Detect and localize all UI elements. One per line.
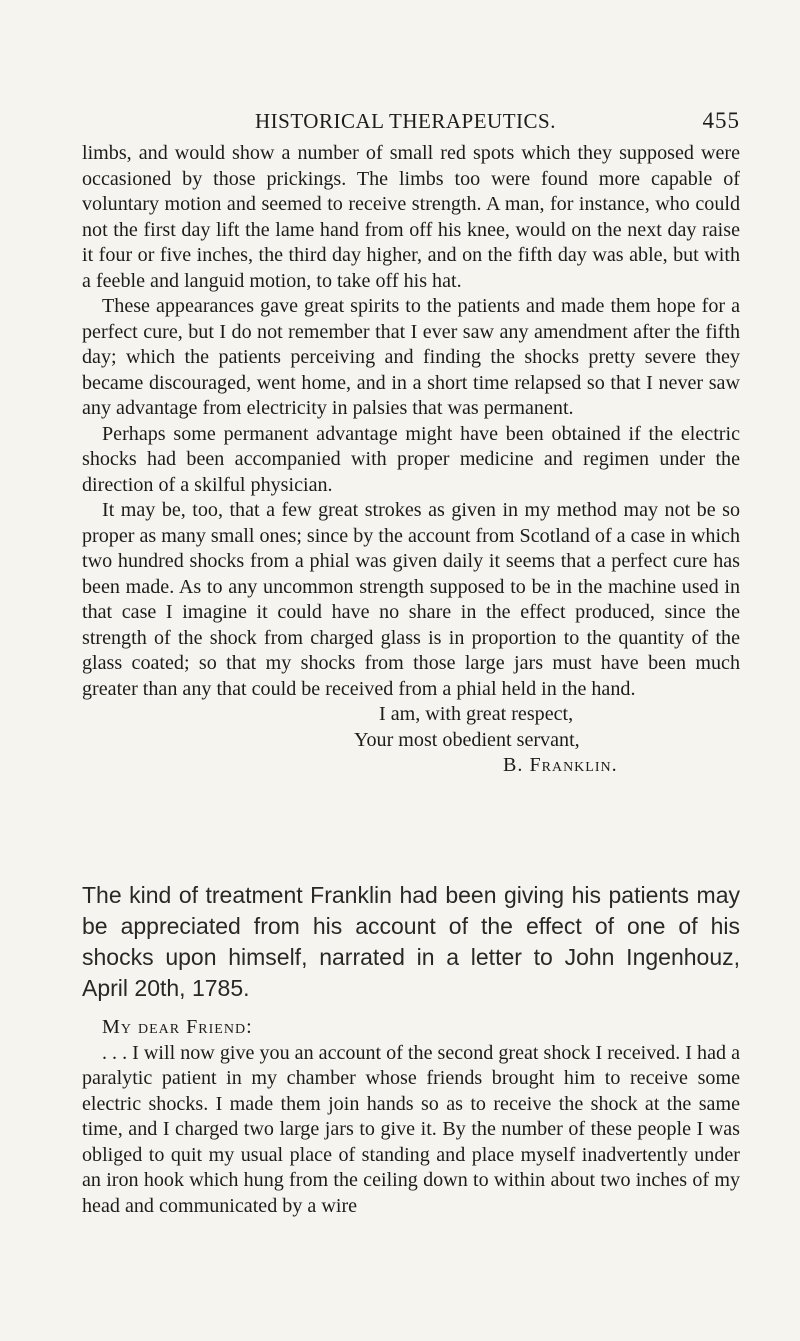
letter-closing xyxy=(82,702,740,779)
ingenhouz-letter xyxy=(82,1015,740,1219)
closing-line: Your most obedient servant, xyxy=(354,728,580,751)
page-header xyxy=(255,108,740,134)
letter-paragraph: . . . I will now give you an account of the second great shock I received. I had a paralytic patient in my chamber whose friends brought him to receive some electric shocks. I made them join hands so as to receive the shock at the same time, and I charged two large jars to give it. By the number of these people I was obliged to quit my usual place of standing and place myself inadvertently under an iron hook which hung from the ceiling down to within about two inches of my head and communicated by a wire xyxy=(82,1041,740,1217)
signature: B. Franklin. xyxy=(503,754,618,776)
commentary-paragraph: The kind of treatment Franklin had been giving his patients may be appreciated from his account of the effect of one of his shocks upon himself, narrated in a letter to John Ingenhouz, April 20th, 1785. xyxy=(82,882,740,1001)
letter-paragraph: It may be, too, that a few great strokes as given in my method may not be so proper as many small ones; since by the account from Scotland of a case in which two hundred shocks from a phial was given daily it seems that a perfect cure has been made. As to any uncommon strength supposed to be in the machine used in that case I imagine it could have no share in the effect produced, since the strength of the shock from charged glass is in proportion to the quantity of the glass coated; so that my shocks from those large jars must have been much greater than any that could be received from a phial held in the hand. xyxy=(82,499,740,700)
running-head: HISTORICAL THERAPEUTICS. xyxy=(255,109,556,133)
closing-line: I am, with great respect, xyxy=(379,703,574,725)
letter-paragraph: limbs, and would show a number of small red spots which they supposed were occasioned by those prickings. The limbs too were found more capable of voluntary motion and seemed to receive strength. A man, for instance, who could not the first day lift the lame hand from off his knee, would on the next day raise it four or five inches, the third day higher, and on the fifth day was able, but with a feeble and languid motion, to take off his hat. xyxy=(82,142,740,292)
page-number: 455 xyxy=(702,108,740,133)
letter-paragraph: Perhaps some permanent advantage might have been obtained if the electric shocks had been accompanied with proper medicine and regimen under the direction of a skilful physician. xyxy=(82,422,740,496)
salutation: My dear Friend: xyxy=(102,1016,253,1038)
franklin-letter xyxy=(82,141,740,779)
letter-paragraph: These appearances gave great spirits to the patients and made them hope for a perfect cure, but I do not remember that I ever saw any amendment after the fifth day; which the patients perceiving and finding the shocks pretty severe they became discouraged, went home, and in a short time relapsed so that I never saw any advantage from electricity in palsies that was permanent. xyxy=(82,295,740,419)
